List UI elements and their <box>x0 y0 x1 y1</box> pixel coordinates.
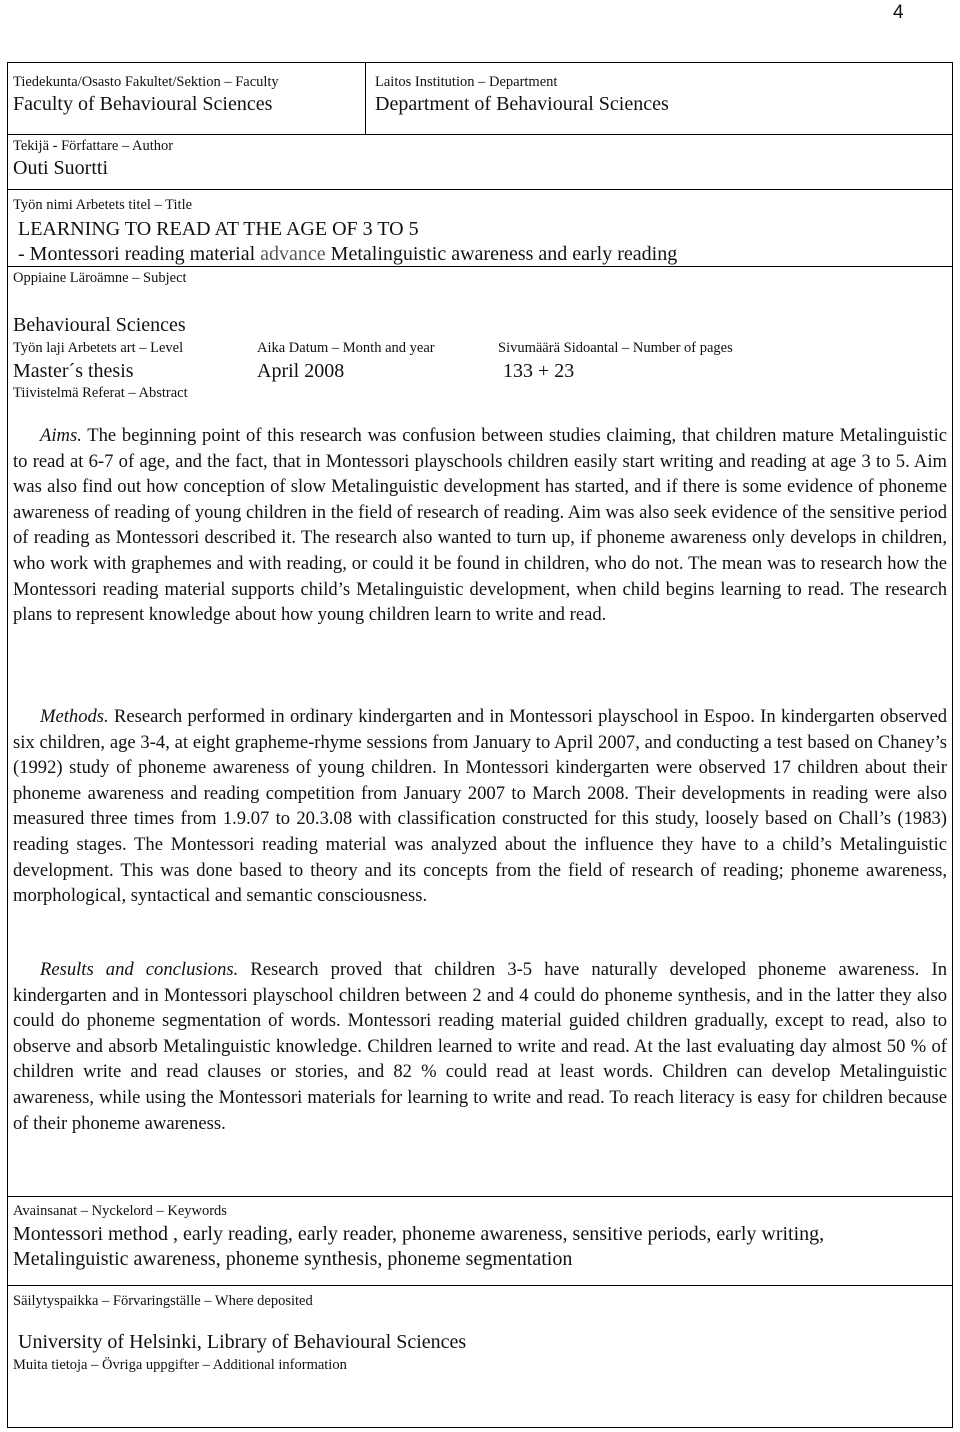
abstract-methods-paragraph <box>13 704 947 909</box>
thesis-title-advance-word: advance <box>260 243 326 265</box>
subject-value: Behavioural Sciences <box>13 314 186 336</box>
methods-heading: Methods. <box>40 706 109 727</box>
abstract-results-paragraph <box>13 957 947 1136</box>
aims-heading: Aims. <box>40 425 82 446</box>
department-label: Laitos Institution – Department <box>375 74 558 90</box>
pages-value: 133 + 23 <box>503 360 575 382</box>
results-heading: Results and conclusions. <box>40 959 239 980</box>
methods-text: Research performed in ordinary kindergarten and in Montessori playschool in Espoo. In kindergarten observed six children, age 3-4, at eight grapheme-rhyme sessions from January to April 2007, and conducting a test based on Chaney’s (1992) study of phoneme awareness of young children. In Montessori kindergarten were observed 17 children about their phoneme awareness and reading competition from January 2007 to March 2008. Their developments in reading were also measured three times from 1.9.07 to 20.3.08 with classification constructed for this study, loosely based on Chall’s (1983) reading stages. The Montessori reading material was analyzed about the influence they have to a child’s Metalinguistic development. This was done based to theory and its concepts from the field of research of reading; phoneme awareness, morphological, syntactical and semantic consciousness. <box>13 706 947 907</box>
author-label: Tekijä - Författare – Author <box>13 138 174 154</box>
level-label: Työn laji Arbetets art – Level <box>13 340 184 356</box>
divider-abstract <box>7 1196 953 1197</box>
abstract-label: Tiivistelmä Referat – Abstract <box>13 385 188 401</box>
keywords-label: Avainsanat – Nyckelord – Keywords <box>13 1203 227 1219</box>
results-text: Research proved that children 3-5 have naturally developed phoneme awareness. In kindergarten and in Montessori playschool children between 2 and 4 could do phoneme synthesis, and in the latter they also could do phoneme segmentation of words. Montessori reading material guided children gradually, except to read, also to observe and absorb Metalinguistic knowledge. Children learned to write and read. At the last evaluating day almost 50 % of children write and read clauses or stories, and 82 % could read at least words. Children can develop Metalinguistic awareness, while using the Montessori materials for learning to write and read. To reach literacy is easy for children because of their phoneme awareness. <box>13 959 947 1134</box>
faculty-label: Tiedekunta/Osasto Fakultet/Sektion – Faculty <box>13 74 279 90</box>
department-value: Department of Behavioural Sciences <box>375 93 669 115</box>
deposited-label: Säilytyspaikka – Förvaringställe – Where deposited <box>13 1293 313 1309</box>
faculty-value: Faculty of Behavioural Sciences <box>13 93 273 115</box>
page-number: 4 <box>893 2 904 23</box>
divider-keywords <box>7 1285 953 1286</box>
keywords-line1: Montessori method , early reading, early reader, phoneme awareness, sensitive periods, early writing, <box>13 1223 825 1245</box>
deposited-value: University of Helsinki, Library of Behavioural Sciences <box>18 1331 467 1353</box>
divider-faculty <box>7 134 953 135</box>
pages-label: Sivumäärä Sidoantal – Number of pages <box>498 340 733 356</box>
thesis-title-line1: LEARNING TO READ AT THE AGE OF 3 TO 5 <box>18 218 419 240</box>
additional-info-label: Muita tietoja – Övriga uppgifter – Additional information <box>13 1357 347 1373</box>
aims-text: The beginning point of this research was confusion between studies claiming, that children mature Metalinguistic to read at 6-7 of age, and the fact, that in Montessori playschools children easily start writing and reading at age 3 to 5. Aim was also find out how conception of slow Metalinguistic development has started, and if there is some evidence of phoneme awareness of reading of young children in the field of research of reading. Aim was also seek evidence of the sensitive period of reading as Montessori described it. The research also wanted to turn up, if phoneme awareness only develops in children, who work with graphemes and with reading, or could it be found in children, who do not. The mean was to research how the Montessori reading material supports child’s Metalinguistic development, when child begins learning to read. The research plans to represent knowledge about how young children learn to write and read. <box>13 425 947 626</box>
divider-title <box>7 266 953 267</box>
thesis-title-line2-start: - Montessori reading material <box>18 243 261 265</box>
date-value: April 2008 <box>257 360 345 382</box>
date-label: Aika Datum – Month and year <box>257 340 435 356</box>
thesis-title-line2 <box>18 242 677 266</box>
author-value: Outi Suortti <box>13 157 109 179</box>
keywords-line2: Metalinguistic awareness, phoneme synthesis, phoneme segmentation <box>13 1248 573 1270</box>
level-value: Master´s thesis <box>13 360 134 382</box>
title-label: Työn nimi Arbetets titel – Title <box>13 197 193 213</box>
thesis-title-line2-end: Metalinguistic awareness and early reading <box>325 243 678 265</box>
subject-label: Oppiaine Läroämne – Subject <box>13 270 187 286</box>
divider-faculty-department <box>365 62 366 135</box>
abstract-aims-paragraph <box>13 423 947 628</box>
divider-author <box>7 189 953 190</box>
